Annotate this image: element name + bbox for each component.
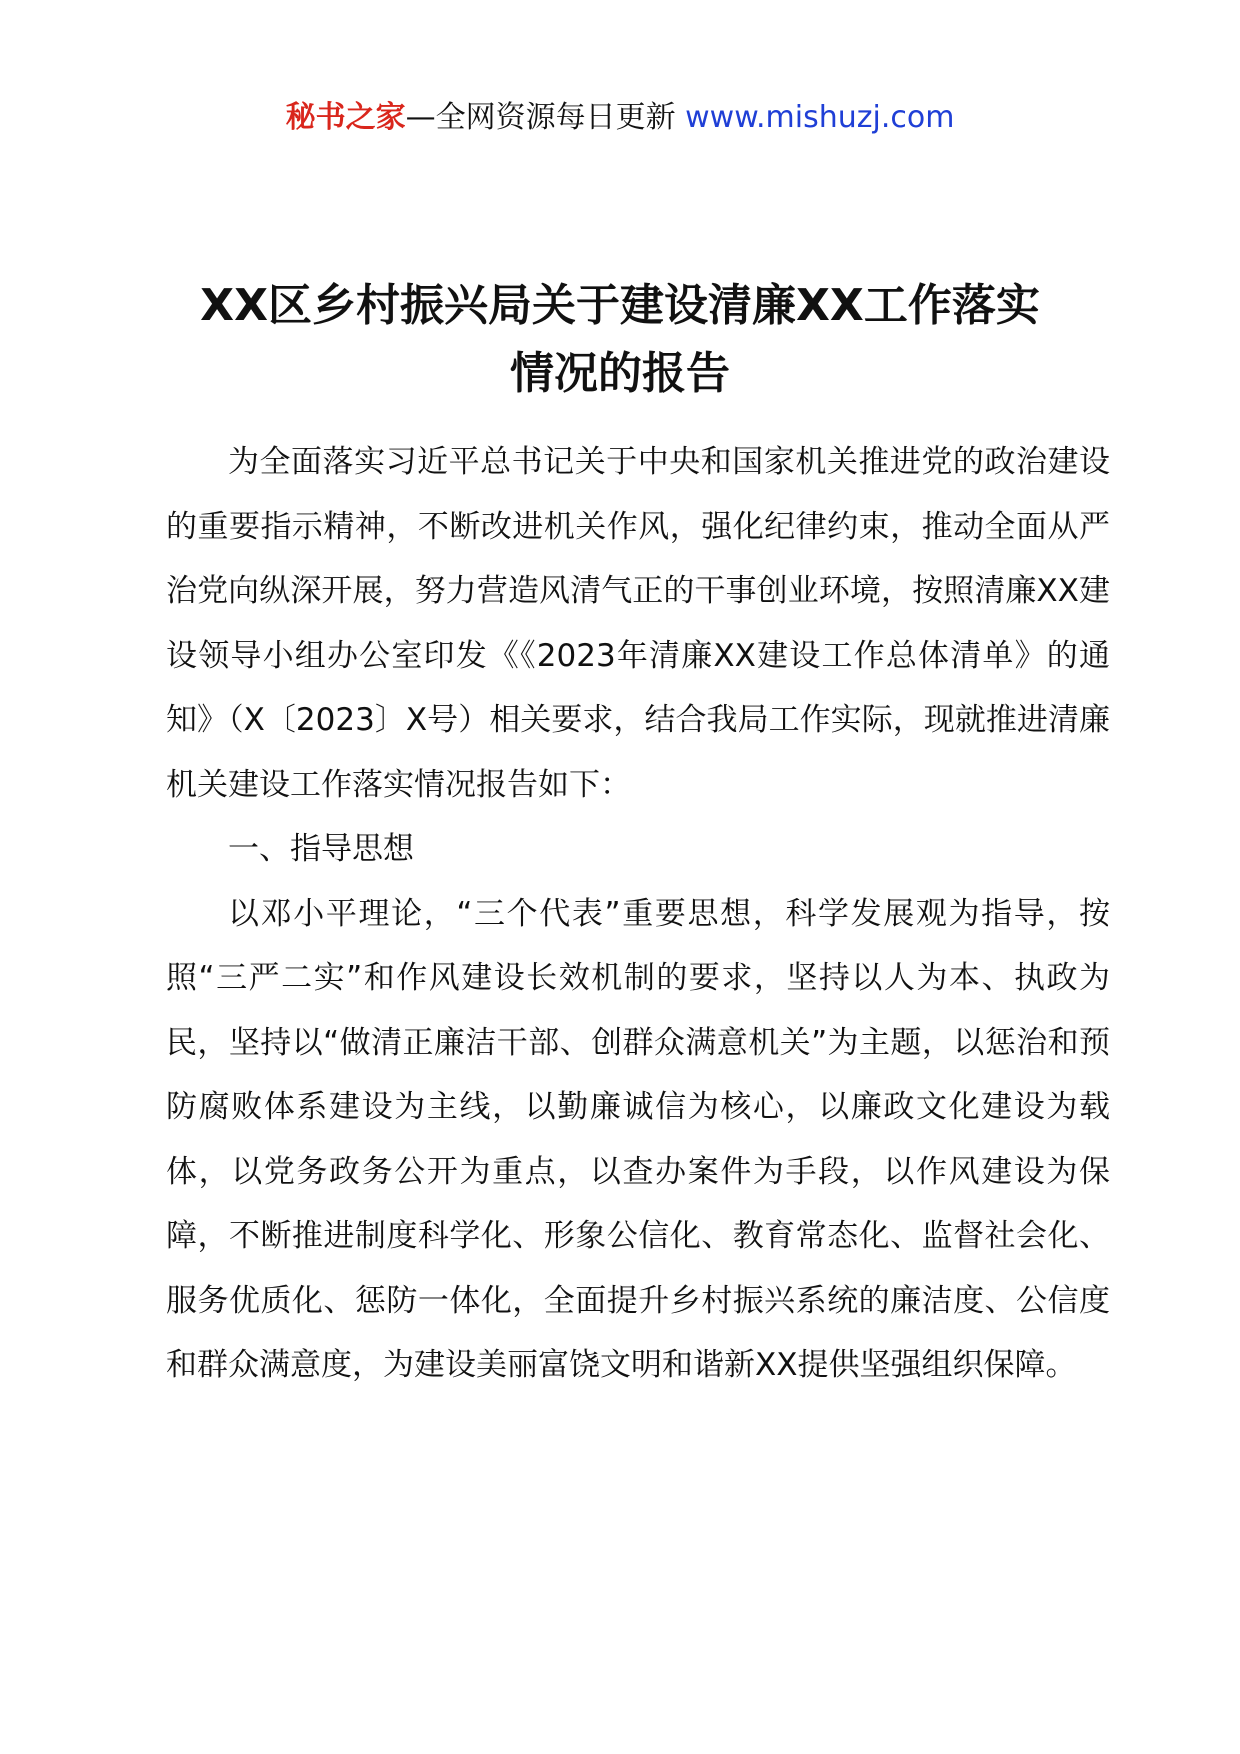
document-title: [140, 272, 1100, 408]
document-body: [166, 430, 1110, 1398]
document-title-line1: XX区乡村振兴局关于建设清廉XX工作落实: [200, 280, 1040, 331]
intro-paragraph: 为全面落实习近平总书记关于中央和国家机关推进党的政治建设的重要指示精神，不断改进机关作风，强化纪律约束，推动全面从严治党向纵深开展，努力营造风清气正的干事创业环境，按照清廉XX建设领导小组办公室印发《《2023年清廉XX建设工作总体清单》的通知》（X〔2023〕X号）相关要求，结合我局工作实际，现就推进清廉机关建设工作落实情况报告如下：: [166, 444, 1110, 803]
section-heading-guiding-ideology: 一、指导思想: [228, 831, 414, 867]
document-title-line2: 情况的报告: [510, 348, 730, 399]
site-url-link[interactable]: www.mishuzj.com: [685, 100, 955, 135]
guiding-ideology-paragraph: 以邓小平理论，“三个代表”重要思想，科学发展观为指导，按照“三严二实”和作风建设长效机制的要求，坚持以人为本、执政为民，坚持以“做清正廉洁干部、创群众满意机关”为主题，以惩治和预防腐败体系建设为主线，以勤廉诚信为核心，以廉政文化建设为载体，以党务政务公开为重点，以查办案件为手段，以作风建设为保障，不断推进制度科学化、形象公信化、教育常态化、监督社会化、服务优质化、惩防一体化，全面提升乡村振兴系统的廉洁度、公信度和群众满意度，为建设美丽富饶文明和谐新XX提供坚强组织保障。: [166, 895, 1110, 1383]
site-tagline: —全网资源每日更新: [405, 100, 676, 135]
site-header: [0, 98, 1240, 137]
site-brand: 秘书之家: [285, 100, 406, 135]
